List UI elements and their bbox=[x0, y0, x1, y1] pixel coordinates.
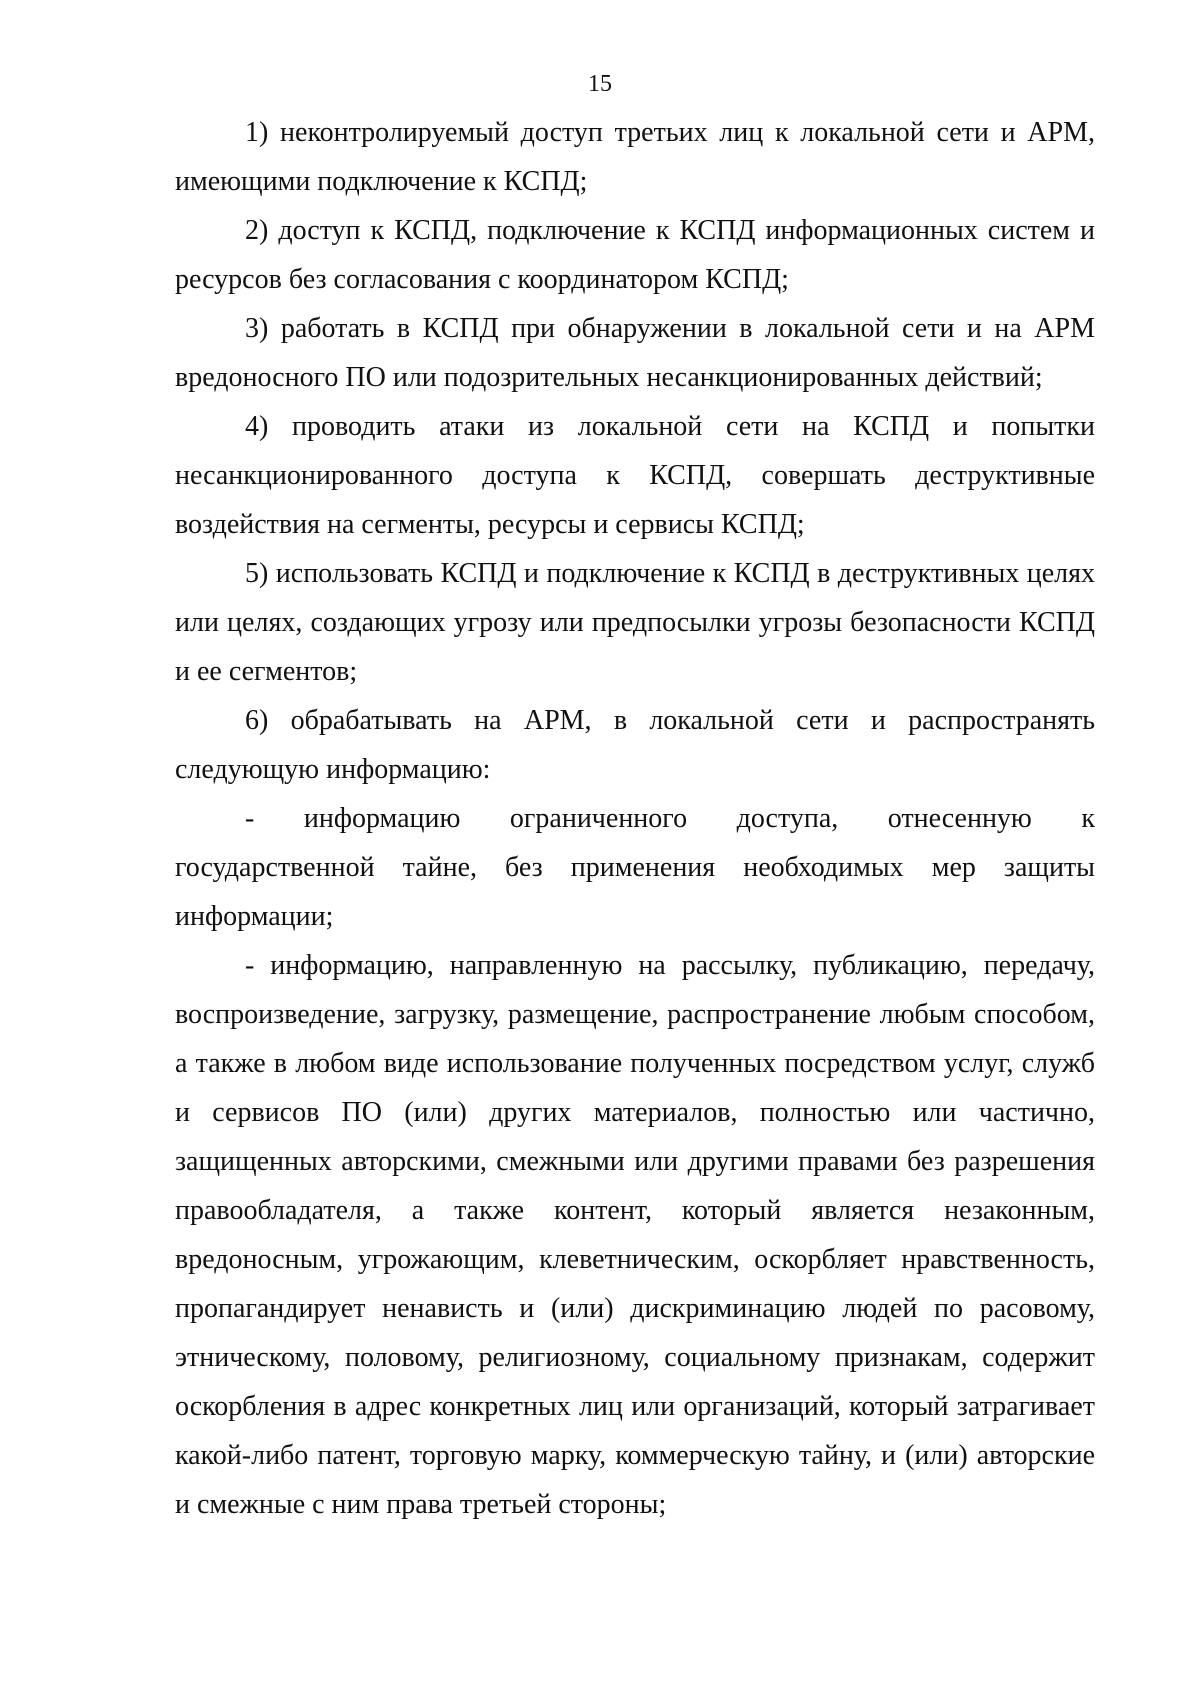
page-number: 15 bbox=[588, 71, 612, 97]
list-item-6: 6) обрабатывать на АРМ, в локальной сети и распространять следующую информацию: bbox=[175, 705, 1095, 785]
list-item-4: 4) проводить атаки из локальной сети на КСПД и попытки несанкционированного доступа к КСПД, совершать деструктивные воздействия на сегменты, ресурсы и сервисы КСПД; bbox=[175, 411, 1095, 540]
list-item-5: 5) использовать КСПД и подключение к КСПД в деструктивных целях или целях, создающих угрозу или предпосылки угрозы безопасности КСПД и ее сегментов; bbox=[175, 558, 1095, 687]
sub-item-restricted-info: - информацию ограниченного доступа, отнесенную к государственной тайне, без применения необходимых мер защиты информации; bbox=[175, 803, 1102, 932]
document-body bbox=[175, 108, 1102, 1529]
list-item-3: 3) работать в КСПД при обнаружении в локальной сети и на АРМ вредоносного ПО или подозрительных несанкционированных действий; bbox=[175, 313, 1095, 393]
list-item-1: 1) неконтролируемый доступ третьих лиц к локальной сети и АРМ, имеющими подключение к КСПД; bbox=[175, 117, 1095, 197]
list-item-2: 2) доступ к КСПД, подключение к КСПД информационных систем и ресурсов без согласования с координатором КСПД; bbox=[175, 215, 1095, 295]
sub-item-copyright-info: - информацию, направленную на рассылку, публикацию, передачу, воспроизведение, загрузку, размещение, распространение любым способом, а также в любом виде использование полученных посредством услуг, служб и сервисов ПО (или) других материалов, полностью или частично, защищенных авторскими, смежными или другими правами без разрешения правообладателя, а также контент, который является незаконным, вредоносным, угрожающим, клеветническим, оскорбляет нравственность, пропагандирует ненависть и (или) дискриминацию людей по расовому, этническому, половому, религиозному, социальному признакам, содержит оскорбления в адрес конкретных лиц или организаций, который затрагивает какой-либо патент, торговую марку, коммерческую тайну, и (или) авторские и смежные с ним права третьей стороны; bbox=[175, 950, 1095, 1520]
